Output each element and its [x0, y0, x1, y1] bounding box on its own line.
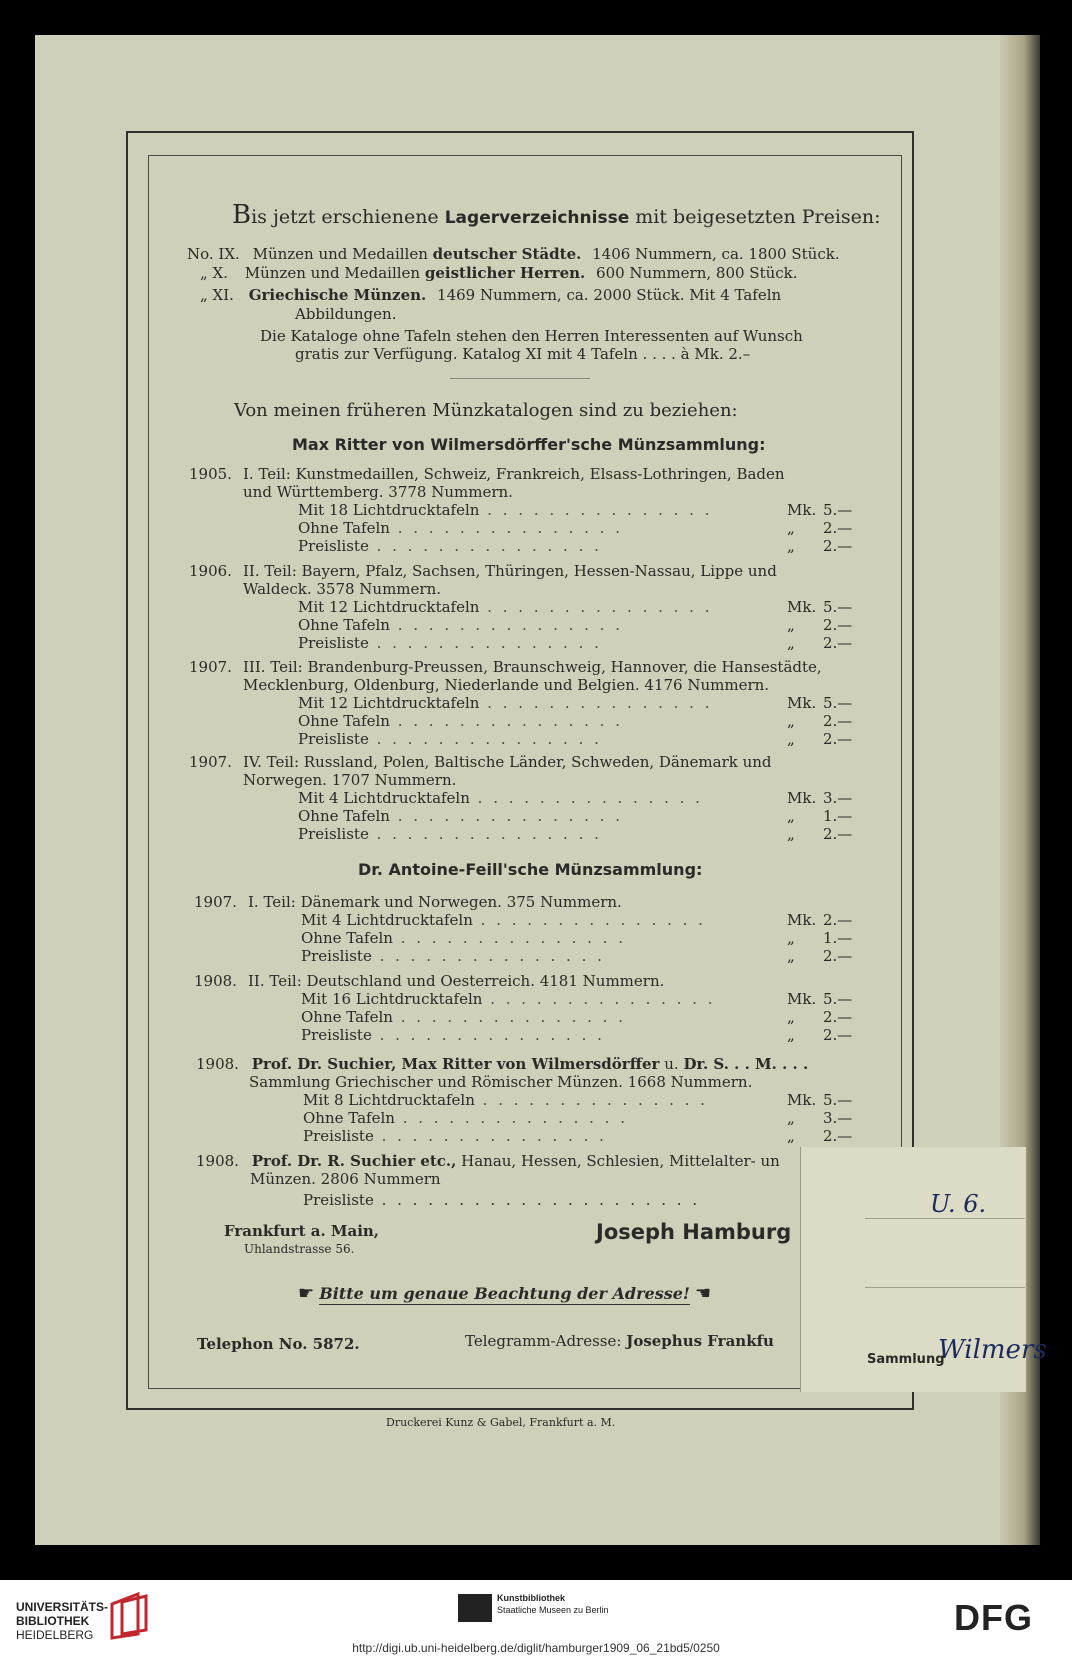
- price-value: 2.—: [823, 1026, 853, 1044]
- price-currency: „: [787, 929, 795, 947]
- slip-handwriting: Wilmers: [938, 1335, 1047, 1365]
- entry-line: Münzen. 2806 Nummern: [250, 1170, 441, 1188]
- entry-year: 1905.: [189, 465, 232, 483]
- dfg-logo: DFG: [954, 1597, 1033, 1638]
- price-label: Preisliste: [298, 825, 369, 843]
- price-currency: „: [787, 1008, 795, 1026]
- telegram: [465, 1332, 774, 1350]
- leader-dots: . . . . . . . . . . . . . . .: [371, 947, 605, 965]
- price-label: Ohne Tafeln: [301, 1008, 393, 1026]
- uni-line: BIBLIOTHEK: [16, 1614, 90, 1628]
- kunstbibliothek-icon: [458, 1594, 492, 1622]
- phone: Telephon No. 5872.: [197, 1335, 360, 1353]
- price-currency: „: [787, 730, 795, 748]
- price-label: Preisliste: [301, 947, 372, 965]
- leader-dots: . . . . . . . . . . . . . . .: [472, 911, 706, 929]
- price-currency: „: [787, 519, 795, 537]
- price-row: [298, 537, 602, 555]
- list-pre: Münzen und Medaillen: [244, 264, 425, 282]
- heading-initial: B: [232, 200, 252, 230]
- notice-text: Bitte um genaue Beachtung der Adresse!: [319, 1284, 690, 1303]
- list-bold: deutscher Städte.: [432, 245, 582, 263]
- uni-line: HEIDELBERG: [16, 1628, 94, 1642]
- price-currency: Mk.: [787, 501, 817, 519]
- leader-dots: . . . . . . . . . . . . . . .: [389, 519, 623, 537]
- price-currency: „: [787, 1026, 795, 1044]
- price-currency: „: [787, 616, 795, 634]
- price-value: 2.—: [823, 1127, 853, 1145]
- price-currency: Mk.: [787, 789, 817, 807]
- price-label: Mit 8 Lichtdrucktafeln: [303, 1091, 475, 1109]
- list-pre: Münzen und Medaillen: [252, 245, 433, 263]
- section-title-wilmersdoerffer: Max Ritter von Wilmersdörffer'sche Münzsammlung:: [292, 435, 766, 454]
- entry-year: 1908.: [196, 1152, 239, 1170]
- price-value: 5.—: [823, 990, 853, 1008]
- price-currency: Mk.: [787, 694, 817, 712]
- heading-pre: is jetzt erschienene: [251, 206, 445, 228]
- price-row: Preisliste . . . . . . . . . . . . . . . . . . . . .: [303, 1191, 701, 1209]
- shelf-mark: U. 6.: [930, 1190, 987, 1218]
- price-label: Ohne Tafeln: [298, 712, 390, 730]
- leader-dots: . . . . . . . . . . . . . . .: [389, 712, 623, 730]
- section-title-feill: Dr. Antoine-Feill'sche Münzsammlung:: [358, 860, 703, 879]
- price-value: 2.—: [823, 712, 853, 730]
- entry-year: 1908.: [194, 972, 237, 990]
- price-value: 5.—: [823, 501, 853, 519]
- uni-line: UNIVERSITÄTS-: [16, 1600, 109, 1614]
- list-item: [200, 286, 781, 304]
- slip-line: [865, 1287, 1025, 1288]
- leader-dots: . . . . . . . . . . . . . . .: [368, 730, 602, 748]
- entry-line: Mecklenburg, Oldenburg, Niederlande und Belgien. 4176 Nummern.: [243, 676, 770, 694]
- list-post: 1406 Nummern, ca. 1800 Stück.: [592, 245, 840, 263]
- price-row: [301, 1008, 626, 1026]
- price-currency: Mk.: [787, 911, 817, 929]
- leader-dots: . . . . . . . . . . . . . . .: [368, 537, 602, 555]
- price-value: 2.—: [823, 947, 853, 965]
- price-currency: „: [787, 825, 795, 843]
- leader-dots: . . . . . . . . . . . . . . .: [469, 789, 703, 807]
- entry-line: Norwegen. 1707 Nummern.: [243, 771, 457, 789]
- price-label: Preisliste: [303, 1191, 374, 1209]
- heading-post: mit beigesetzten Preisen:: [629, 206, 881, 228]
- entry-year: 1907.: [189, 753, 232, 771]
- price-value: 2.—: [823, 1008, 853, 1026]
- price-currency: „: [787, 712, 795, 730]
- list-continuation: Abbildungen.: [295, 305, 397, 323]
- leader-dots: . . . . . . . . . . . . . . .: [394, 1109, 628, 1127]
- publisher-name: Joseph Hamburg: [596, 1220, 792, 1244]
- price-currency: „: [787, 537, 795, 555]
- price-row: [301, 947, 605, 965]
- price-value: 2.—: [823, 519, 853, 537]
- leader-dots: . . . . . . . . . . . . . . .: [392, 1008, 626, 1026]
- pointing-hand-left-icon: ☛: [298, 1283, 315, 1304]
- price-label: Ohne Tafeln: [298, 519, 390, 537]
- price-row: [298, 634, 602, 652]
- entry-year: 1907.: [194, 893, 237, 911]
- pointing-hand-right-icon: ☛: [695, 1283, 712, 1304]
- earlier-heading: Von meinen früheren Münzkatalogen sind zu beziehen:: [234, 400, 738, 421]
- printer-imprint: Druckerei Kunz & Gabel, Frankfurt a. M.: [386, 1416, 616, 1429]
- leader-dots: . . . . . . . . . . . . . . .: [368, 825, 602, 843]
- note-line: Die Kataloge ohne Tafeln stehen den Herren Interessenten auf Wunsch: [260, 327, 803, 345]
- price-value: 5.—: [823, 598, 853, 616]
- price-label: Mit 12 Lichtdrucktafeln: [298, 598, 480, 616]
- price-value: 1.—: [823, 929, 853, 947]
- list-bold: Griechische Münzen.: [248, 286, 427, 304]
- entry-line: Sammlung Griechischer und Römischer Münzen. 1668 Nummern.: [249, 1073, 753, 1091]
- entry-line: II. Teil: Bayern, Pfalz, Sachsen, Thüringen, Hessen-Nassau, Lippe und: [243, 562, 777, 580]
- price-row: [303, 1127, 607, 1145]
- leader-dots: . . . . . . . . . . . . . . .: [479, 694, 713, 712]
- price-value: 2.—: [823, 825, 853, 843]
- kunstbibliothek-text: [497, 1592, 609, 1616]
- price-label: Preisliste: [303, 1127, 374, 1145]
- leader-dots: . . . . . . . . . . . . . . .: [482, 990, 716, 1008]
- price-label: Ohne Tafeln: [298, 616, 390, 634]
- price-value: 2.—: [823, 911, 853, 929]
- leader-dots: . . . . . . . . . . . . . . .: [479, 598, 713, 616]
- price-row: [301, 929, 626, 947]
- price-label: Preisliste: [298, 730, 369, 748]
- divider: [450, 378, 590, 379]
- leader-dots: . . . . . . . . . . . . . . .: [389, 807, 623, 825]
- price-label: Mit 4 Lichtdrucktafeln: [298, 789, 470, 807]
- price-row: [298, 694, 712, 712]
- list-post: 600 Nummern, 800 Stück.: [596, 264, 798, 282]
- price-row: [298, 825, 602, 843]
- heading-bold: Lagerverzeichnisse: [444, 208, 630, 228]
- slip-label: Sammlung: [867, 1352, 945, 1367]
- entry-line: I. Teil: Dänemark und Norwegen. 375 Nummern.: [248, 893, 622, 911]
- price-value: 5.—: [823, 1091, 853, 1109]
- list-number: „ XI.: [200, 286, 234, 304]
- price-row: [301, 1026, 605, 1044]
- price-value: 3.—: [823, 1109, 853, 1127]
- price-value: 5.—: [823, 694, 853, 712]
- leader-dots: . . . . . . . . . . . . . . .: [479, 501, 713, 519]
- slip-line: [865, 1218, 1025, 1219]
- entry-year: 1906.: [189, 562, 232, 580]
- entry-line: Hanau, Hessen, Schlesien, Mittelalter- un: [456, 1152, 780, 1170]
- price-value: 1.—: [823, 807, 853, 825]
- list-number: No. IX.: [187, 245, 240, 263]
- list-item: [200, 264, 798, 282]
- price-currency: „: [787, 1109, 795, 1127]
- price-label: Mit 16 Lichtdrucktafeln: [301, 990, 483, 1008]
- address-street: Uhlandstrasse 56.: [244, 1242, 355, 1256]
- entry-line: II. Teil: Deutschland und Oesterreich. 4181 Nummern.: [248, 972, 665, 990]
- price-row: [298, 598, 712, 616]
- entry-line: Waldeck. 3578 Nummern.: [243, 580, 442, 598]
- entry-line: und Württemberg. 3778 Nummern.: [243, 483, 513, 501]
- entry-bold: Dr. S. . . M. . . .: [683, 1055, 809, 1073]
- price-row: [298, 712, 623, 730]
- price-row: [301, 990, 715, 1008]
- kb-line: Kunstbibliothek: [497, 1593, 565, 1603]
- entry-bold: Prof. Dr. Suchier, Max Ritter von Wilmersdörffer: [251, 1055, 660, 1073]
- price-label: Preisliste: [298, 537, 369, 555]
- price-label: Preisliste: [301, 1026, 372, 1044]
- list-number: „ X.: [200, 264, 228, 282]
- telegram-label: Telegramm-Adresse:: [465, 1332, 622, 1350]
- price-currency: Mk.: [787, 1091, 817, 1109]
- list-post: 1469 Nummern, ca. 2000 Stück. Mit 4 Tafeln: [437, 286, 782, 304]
- price-row: [298, 730, 602, 748]
- price-row: [301, 911, 706, 929]
- price-label: Mit 18 Lichtdrucktafeln: [298, 501, 480, 519]
- price-value: 3.—: [823, 789, 853, 807]
- price-label: Mit 4 Lichtdrucktafeln: [301, 911, 473, 929]
- university-library-logo-text: [16, 1600, 108, 1642]
- price-currency: „: [787, 1127, 795, 1145]
- list-bold: geistlicher Herren.: [424, 264, 586, 282]
- price-row: [298, 807, 623, 825]
- note-line: gratis zur Verfügung. Katalog XI mit 4 Tafeln . . . . à Mk. 2.–: [295, 345, 751, 363]
- leader-dots: . . . . . . . . . . . . . . .: [368, 634, 602, 652]
- page-url[interactable]: http://digi.ub.uni-heidelberg.de/diglit/hamburger1909_06_21bd5/0250: [352, 1641, 720, 1655]
- address-city: Frankfurt a. Main,: [224, 1222, 380, 1240]
- price-currency: „: [787, 634, 795, 652]
- leader-dots: . . . . . . . . . . . . . . .: [373, 1127, 607, 1145]
- entry-year: 1908.: [196, 1055, 239, 1073]
- price-currency: Mk.: [787, 990, 817, 1008]
- price-row: [298, 519, 623, 537]
- price-label: Mit 12 Lichtdrucktafeln: [298, 694, 480, 712]
- entry-year: 1907.: [189, 658, 232, 676]
- university-library-icon: [108, 1590, 150, 1640]
- price-value: 2.—: [823, 537, 853, 555]
- suchier-entry: [196, 1055, 808, 1073]
- price-row: [303, 1091, 708, 1109]
- entry-bold: Prof. Dr. R. Suchier etc.,: [251, 1152, 457, 1170]
- price-value: 2.—: [823, 730, 853, 748]
- telegram-address: Josephus Frankfu: [626, 1332, 774, 1350]
- price-value: 2.—: [823, 634, 853, 652]
- price-currency: Mk.: [787, 598, 817, 616]
- price-currency: „: [787, 807, 795, 825]
- suchier-entry-2: [196, 1152, 780, 1170]
- leader-dots: . . . . . . . . . . . . . . .: [392, 929, 626, 947]
- entry-line: I. Teil: Kunstmedaillen, Schweiz, Frankreich, Elsass-Lothringen, Baden: [243, 465, 785, 483]
- leader-dots: . . . . . . . . . . . . . . .: [389, 616, 623, 634]
- leader-dots: . . . . . . . . . . . . . . .: [371, 1026, 605, 1044]
- entry-line: IV. Teil: Russland, Polen, Baltische Länder, Schweden, Dänemark und: [243, 753, 772, 771]
- price-currency: „: [787, 947, 795, 965]
- entry-mid: u.: [659, 1055, 684, 1073]
- price-value: 2.—: [823, 616, 853, 634]
- price-label: Preisliste: [298, 634, 369, 652]
- price-label: Ohne Tafeln: [303, 1109, 395, 1127]
- address-notice: [298, 1283, 711, 1304]
- price-label: Ohne Tafeln: [301, 929, 393, 947]
- leader-dots: . . . . . . . . . . . . . . .: [474, 1091, 708, 1109]
- price-row: [298, 789, 703, 807]
- price-row: [298, 616, 623, 634]
- catalog-heading: [232, 200, 881, 230]
- price-label: Ohne Tafeln: [298, 807, 390, 825]
- price-row: [298, 501, 712, 519]
- entry-line: III. Teil: Brandenburg-Preussen, Braunschweig, Hannover, die Hansestädte,: [243, 658, 822, 676]
- list-item: [187, 245, 840, 263]
- kb-line: Staatliche Museen zu Berlin: [497, 1605, 609, 1615]
- price-row: [303, 1109, 628, 1127]
